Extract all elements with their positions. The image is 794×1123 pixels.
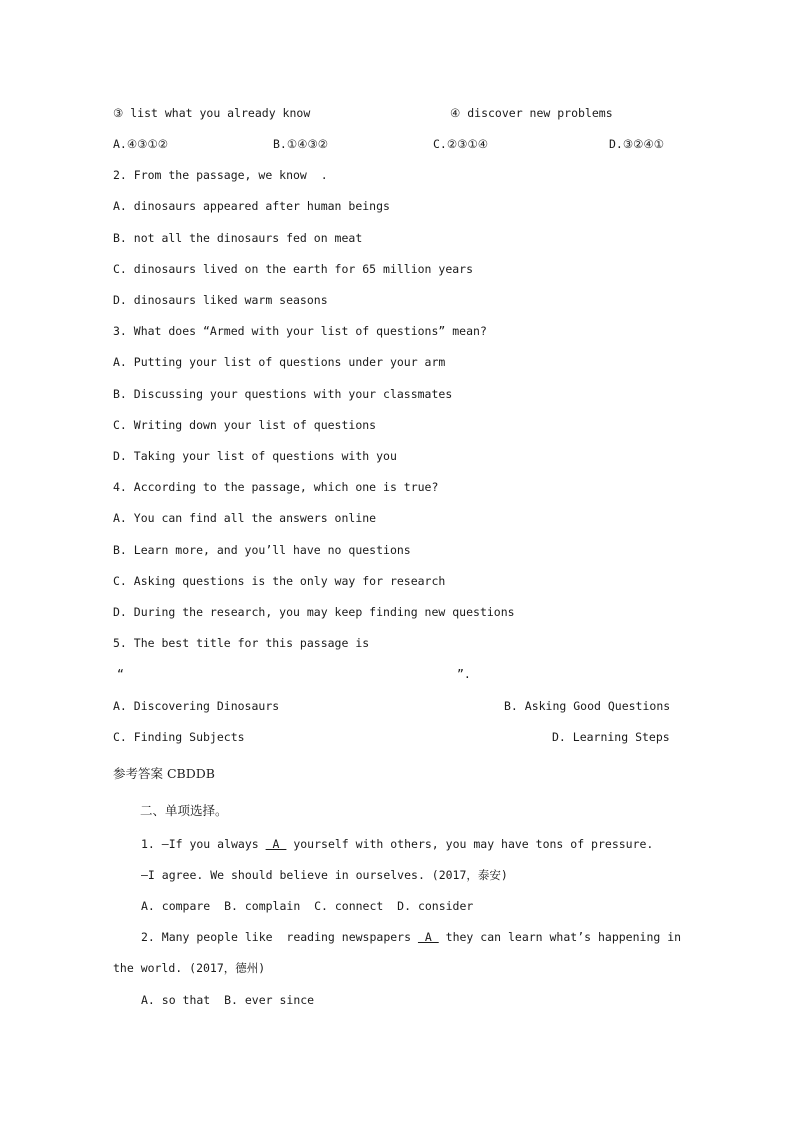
- s1-stem: [141, 837, 653, 851]
- q1-option-a: A.④③①②: [113, 137, 169, 151]
- s1-suffix: yourself with others, you may have tons of pressure.: [286, 837, 654, 851]
- q5-option-d: D. Learning Steps: [552, 730, 670, 744]
- s2-prefix: 2. Many people like reading newspapers: [141, 930, 418, 944]
- q3-option-c: C. Writing down your list of questions: [113, 418, 377, 432]
- q3-option-b: B. Discussing your questions with your classmates: [113, 387, 453, 401]
- s1-prefix: 1. —If you always: [141, 837, 266, 851]
- s1-reply: —I agree. We should believe in ourselves. (2017，泰安): [141, 868, 508, 882]
- s1-answer-blank: A: [265, 837, 287, 851]
- q5-stem: 5. The best title for this passage is: [113, 636, 370, 650]
- q3-option-d: D. Taking your list of questions with you: [113, 449, 397, 463]
- q5-close-quote: ”.: [457, 667, 471, 681]
- q4-option-b: B. Learn more, and you’ll have no questions: [113, 543, 411, 557]
- s1-options: A. compare B. complain C. connect D. consider: [141, 899, 474, 913]
- q4-stem: 4. According to the passage, which one is true?: [113, 480, 439, 494]
- s2-continuation: the world. (2017，德州): [113, 961, 266, 975]
- s2-stem: [141, 930, 681, 944]
- s2-options: A. so that B. ever since: [141, 993, 315, 1007]
- q5-option-b: B. Asking Good Questions: [504, 699, 671, 713]
- q4-option-a: A. You can find all the answers online: [113, 511, 377, 525]
- q5-option-c: C. Finding Subjects: [113, 730, 245, 744]
- s2-suffix: they can learn what’s happening in: [438, 930, 682, 944]
- q5-open-quote: “: [117, 667, 124, 681]
- answer-key: 参考答案 CBDDB: [113, 766, 215, 781]
- q2-option-c: C. dinosaurs lived on the earth for 65 million years: [113, 262, 474, 276]
- q2-option-b: B. not all the dinosaurs fed on meat: [113, 231, 363, 245]
- q1-item-3: ③ list what you already know: [113, 106, 311, 120]
- q1-item-4: ④ discover new problems: [450, 106, 613, 120]
- q1-option-b: B.①④③②: [273, 137, 329, 151]
- q2-option-a: A. dinosaurs appeared after human beings: [113, 199, 390, 213]
- q1-option-c: C.②③①④: [433, 137, 489, 151]
- q4-option-c: C. Asking questions is the only way for research: [113, 574, 446, 588]
- section2-title: 二、单项选择。: [140, 803, 228, 818]
- q2-stem: 2. From the passage, we know .: [113, 168, 328, 182]
- q1-option-d: D.③②④①: [609, 137, 665, 151]
- q5-option-a: A. Discovering Dinosaurs: [113, 699, 280, 713]
- q3-option-a: A. Putting your list of questions under your arm: [113, 355, 446, 369]
- q4-option-d: D. During the research, you may keep finding new questions: [113, 605, 515, 619]
- q3-stem: 3. What does “Armed with your list of questions” mean?: [113, 324, 487, 338]
- q2-option-d: D. dinosaurs liked warm seasons: [113, 293, 328, 307]
- s2-answer-blank: A: [417, 930, 439, 944]
